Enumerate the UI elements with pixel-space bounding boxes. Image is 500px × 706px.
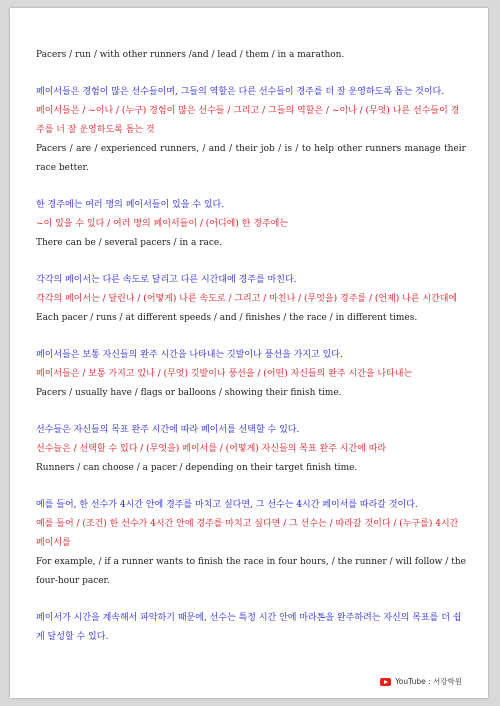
korean-chunks: 페이서들은 / ~이나 / (누구) 경험이 많은 선수들 / 그리고 / 그들의 역할은 / ~이나 / (무엇) 나른 선수들이 경주를 너 잘 운영하도록 돕는 것 [36,106,460,135]
footer-label: YouTube : 서강학원 [395,677,462,686]
intro-english: Pacers / run / with other runners /and / lead / them / in a marathon. [36,50,345,60]
sentence-block-1 [36,83,466,178]
english-chunks: Pacers / usually have / flags or balloons / showing their finish time. [36,388,342,398]
korean-chunks: 선수늘은 / 선택할 수 있다 / (무엇을) 페이서를 / (어떻게) 자신들의 목표 완주 시간에 따라 [36,444,387,454]
korean-sentence: 선수들은 자신들의 목표 완주 시간에 따라 페이서를 선택할 수 있다. [36,425,300,435]
korean-sentence: 페이서들은 경험이 많은 선수들이며, 그들의 역할은 다른 선수들이 경주를 더 잘 운영하도록 돕는 것이다. [36,87,445,97]
english-chunks: Each pacer / runs / at different speeds / and / finishes / the race / in different times. [36,313,418,323]
korean-sentence: 각각의 페이서는 다른 속도로 달리고 다른 시간대에 경주를 마친다. [36,275,297,285]
document-body [36,46,466,665]
korean-sentence: 페이서들은 보통 자신들의 완주 시간을 나타내는 깃발이나 풍선을 가지고 있다. [36,350,343,360]
document-page [10,8,488,698]
sentence-block-3 [36,271,466,328]
english-chunks: For example, / if a runner wants to finish the race in four hours, / the runner / will follow / the four-hour pacer. [36,557,466,586]
english-chunks: Runners / can choose / a pacer / depending on their target finish time. [36,463,358,473]
sentence-block-4 [36,346,466,403]
english-chunks: Pacers / are / experienced runners, / and / their job / is / to help other runners manage their race better. [36,144,466,173]
korean-chunks: ~이 있을 수 있다 / 여러 명의 페이서들이 / (어디에) 한 경주에는 [36,219,289,229]
sentence-block-5 [36,421,466,478]
sentence-block-7 [36,609,466,647]
korean-chunks: 각각의 페이서는 / 달린나 / (어떻게) 나른 속도로 / 그리고 / 마친나 / (무엇을) 경주를 / (언제) 나른 시간대에 [36,294,458,304]
korean-sentence: 페이서가 시간을 계속해서 파악하기 때문에, 선수는 특정 시간 안에 마라톤을 완주하려는 자신의 목표를 더 쉽게 달성할 수 있다. [36,613,462,642]
youtube-icon [380,678,391,686]
korean-sentence: 한 경주에는 여러 명의 페이서들이 있을 수 있다. [36,200,225,210]
footer-credit [380,676,462,687]
english-chunks: There can be / several pacers / in a race. [36,238,223,248]
sentence-block-6 [36,496,466,591]
sentence-block-2 [36,196,466,253]
korean-chunks: 예를 들어 / (조건) 한 선수가 4시간 안에 경주를 마치고 싶다면 / 그 선수는 / 따라갈 것이다 / (누구를) 4시간 페이서를 [36,519,459,548]
korean-chunks: 페이서들은 / 보통 가지고 있나 / (무엇) 깃발이나 풍선을 / (어떤) 자신들의 완주 시간을 나타내는 [36,369,413,379]
korean-sentence: 예를 들어, 한 선수가 4시간 안에 경주를 마치고 싶다면, 그 선수는 4시간 페이서를 따라갈 것이다. [36,500,418,510]
